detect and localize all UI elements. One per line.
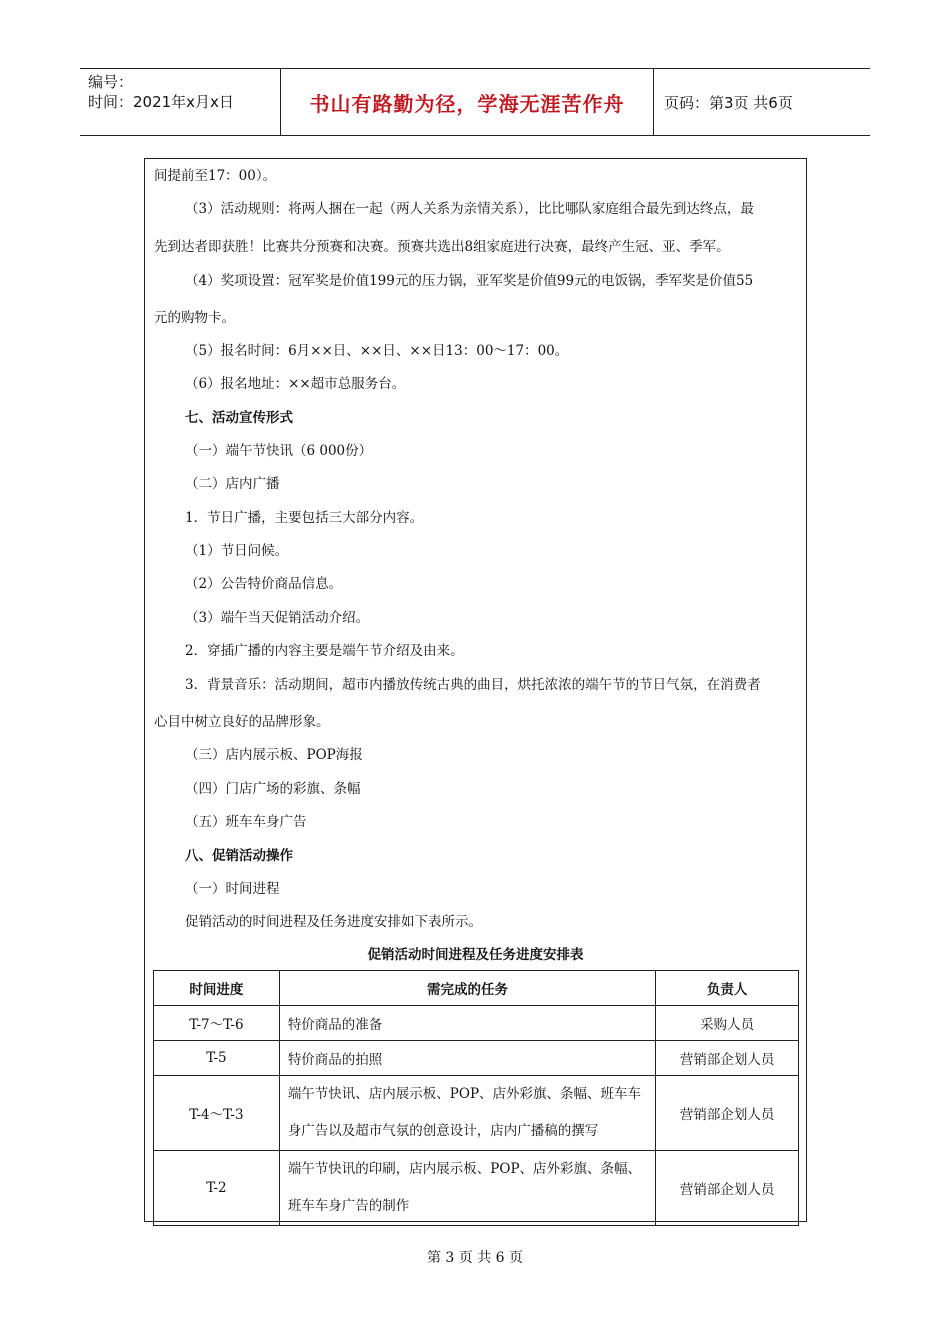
body-line: （2）公告特价商品信息。 — [185, 576, 343, 592]
column-header-time: 时间进度 — [154, 971, 280, 1006]
body-line: 2．穿插广播的内容主要是端午节介绍及由来。 — [185, 643, 464, 659]
cell-owner: 营销部企划人员 — [656, 1151, 799, 1226]
schedule-table — [153, 970, 799, 1226]
body-line: （3）端午当天促销活动介绍。 — [185, 610, 370, 626]
cell-owner: 营销部企划人员 — [656, 1076, 799, 1151]
cell-task: 特价商品的准备 — [279, 1006, 655, 1041]
body-line: （1）节日问候。 — [185, 543, 289, 559]
document-number: 编号： — [88, 73, 134, 91]
header-page-info: 页码：第3页 共6页 — [664, 93, 793, 112]
table-row — [154, 1076, 799, 1151]
content-frame — [144, 158, 807, 1222]
page-footer: 第 3 页 共 6 页 — [426, 1250, 524, 1266]
body-line: 间提前至17：00）。 — [154, 168, 277, 184]
table-row — [154, 1041, 799, 1076]
body-line: （3）活动规则：将两人捆在一起（两人关系为亲情关系），比比哪队家庭组合最先到达终点，最 — [185, 201, 754, 217]
cell-task: 端午节快讯的印刷，店内展示板、POP、店外彩旗、条幅、班车车身广告的制作 — [279, 1151, 655, 1226]
header-meta — [80, 69, 281, 135]
document-date: 时间：2021年x月x日 — [88, 93, 234, 111]
table-row — [154, 1006, 799, 1041]
table-header-row — [154, 971, 799, 1006]
body-line: 1．节日广播，主要包括三大部分内容。 — [185, 510, 424, 526]
body-line: （6）报名地址：××超市总服务台。 — [185, 376, 406, 392]
cell-task: 特价商品的拍照 — [279, 1041, 655, 1076]
body-line: （二）店内广播 — [185, 476, 280, 492]
body-line: 促销活动的时间进程及任务进度安排如下表所示。 — [185, 914, 482, 930]
body-line: 元的购物卡。 — [154, 310, 235, 326]
section-heading: 七、活动宣传形式 — [185, 410, 293, 426]
header-motto: 书山有路勤为径，学海无涯苦作舟 — [309, 91, 625, 116]
column-header-owner: 负责人 — [656, 971, 799, 1006]
section-heading: 八、促销活动操作 — [185, 848, 293, 864]
body-line: 先到达者即获胜！比赛共分预赛和决赛。预赛共选出8组家庭进行决赛，最终产生冠、亚、季军。 — [154, 239, 730, 255]
cell-time: T-7～T-6 — [154, 1006, 280, 1041]
header-motto-cell — [281, 69, 654, 135]
body-line: （一）端午节快讯（6 000份） — [185, 443, 373, 459]
column-header-task: 需完成的任务 — [279, 971, 655, 1006]
body-line: （三）店内展示板、POP海报 — [185, 747, 363, 763]
page-header — [80, 68, 870, 136]
cell-owner: 采购人员 — [656, 1006, 799, 1041]
body-line: （5）报名时间：6月××日、××日、××日13：00～17：00。 — [185, 343, 569, 359]
body-line: （五）班车车身广告 — [185, 814, 307, 830]
body-line: （4）奖项设置：冠军奖是价值199元的压力锅，亚军奖是价值99元的电饭锅，季军奖是价值55 — [185, 273, 754, 289]
cell-time: T-4～T-3 — [154, 1076, 280, 1151]
cell-time: T-2 — [154, 1151, 280, 1226]
body-line: 心目中树立良好的品牌形象。 — [154, 714, 330, 730]
table-row — [154, 1151, 799, 1226]
cell-task: 端午节快讯、店内展示板、POP、店外彩旗、条幅、班车车身广告以及超市气氛的创意设计，店内广播稿的撰写 — [279, 1076, 655, 1151]
cell-owner: 营销部企划人员 — [656, 1041, 799, 1076]
cell-time: T-5 — [154, 1041, 280, 1076]
body-line: 3．背景音乐：活动期间，超市内播放传统古典的曲目，烘托浓浓的端午节的节日气氛，在消费者 — [185, 677, 761, 693]
table-caption: 促销活动时间进程及任务进度安排表 — [367, 947, 584, 963]
body-line: （一）时间进程 — [185, 881, 280, 897]
body-line: （四）门店广场的彩旗、条幅 — [185, 781, 361, 797]
